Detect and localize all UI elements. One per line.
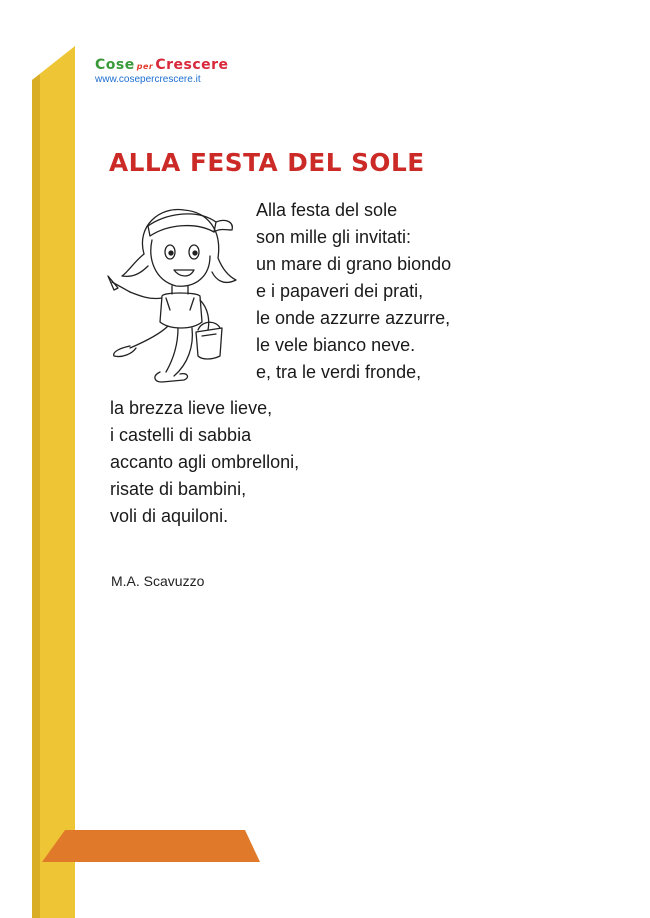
yellow-ribbon-shadow: [32, 74, 40, 918]
poem-line: son mille gli invitati:: [256, 227, 412, 247]
poem-line: le onde azzurre azzurre,: [256, 308, 451, 328]
site-logo[interactable]: [95, 57, 229, 85]
poem-line: accanto agli ombrelloni,: [110, 452, 300, 472]
page-title: ALLA FESTA DEL SOLE: [109, 148, 425, 177]
poem-line: un mare di grano biondo: [256, 254, 452, 274]
logo-wordmark: [95, 57, 229, 73]
poem-line: e, tra le verdi fronde,: [256, 362, 422, 382]
poem-line: le vele bianco neve.: [256, 335, 416, 355]
poem-line: e i papaveri dei prati,: [256, 281, 424, 301]
poem-stanza-below-image: [110, 395, 299, 530]
poem-line: la brezza lieve lieve,: [110, 398, 273, 418]
orange-ribbon: [42, 830, 260, 862]
poem-stanza-beside-image: [256, 197, 451, 386]
girl-with-bucket-illustration: [104, 196, 244, 390]
logo-word-cose: Cose: [95, 57, 135, 73]
poem-line: Alla festa del sole: [256, 200, 398, 220]
poem-line: risate di bambini,: [110, 479, 247, 499]
logo-word-crescere: Crescere: [155, 57, 229, 73]
poem-line: i castelli di sabbia: [110, 425, 252, 445]
poem-author: M.A. Scavuzzo: [111, 573, 205, 589]
logo-word-per: per: [136, 62, 154, 71]
poem-line: voli di aquiloni.: [110, 506, 229, 526]
logo-url[interactable]: www.cosepercrescere.it: [95, 74, 201, 85]
